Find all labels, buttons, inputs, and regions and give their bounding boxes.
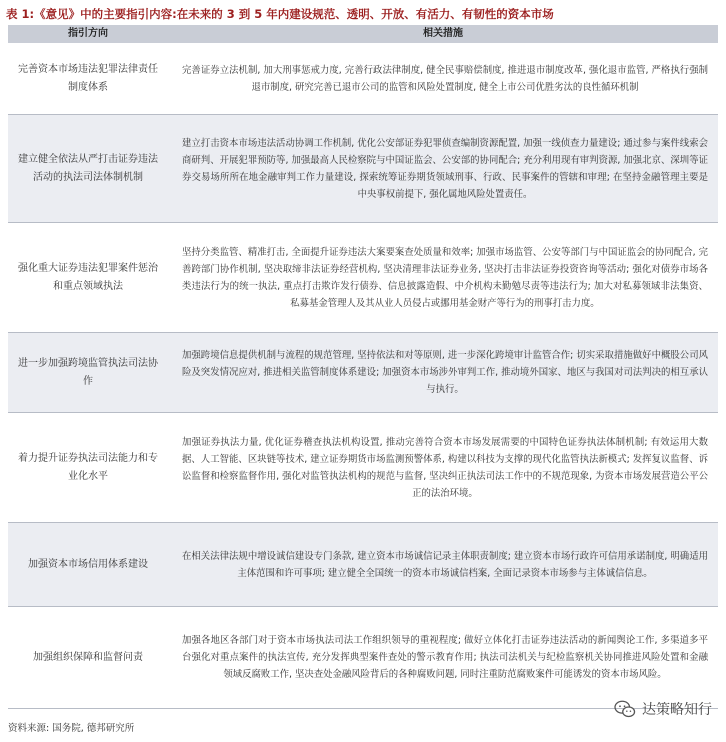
table-row (8, 115, 718, 223)
table-title: 表 1:《意见》中的主要指引内容:在未来的 3 到 5 年内建设规范、透明、开放、有活力、有韧性的资本市场 (6, 7, 554, 21)
header-measures: 相关措施 (423, 28, 463, 39)
header-direction: 指引方向 (68, 28, 108, 39)
table-row (8, 223, 718, 333)
table-row (8, 607, 718, 709)
measures-cell: 在相关法律法规中增设诚信建设专门条款, 建立资本市场诚信记录主体职责制度; 建立资本市场行政许可信用承诺制度, 明确适用主体范围和许可事项; 建立健全全国统一的资本市场诚信档案, 全面记录资本市场参与主体诚信信息。 (182, 550, 708, 579)
watermark-text: 达策略知行 (642, 702, 712, 718)
table-row (8, 43, 718, 115)
table-header (8, 25, 718, 43)
table-row (8, 333, 718, 413)
direction-cell: 强化重大证券违法犯罪案件惩治和重点领域执法 (18, 262, 158, 292)
table-body (8, 43, 718, 709)
measures-cell: 坚持分类监管、精准打击, 全面提升证券违法大案要案查处质量和效率; 加强市场监管、公安等部门与中国证监会的协同配合, 完善跨部门协作机制, 坚决取缔非法证券经营机构, 坚决清理非法证券业务, 坚决打击非法证券投资咨询等活动; 强化对债券市场各类违法行为的统一执法, 重点打击欺诈发行债券、信息披露造假、中介机构未勤勉尽责等违法行为; 加大对私募领域非法集资、私募基金管理人及其从业人员侵占或挪用基金财产等行为的刑事打击力度。 (182, 246, 708, 309)
direction-cell: 加强组织保障和监督问责 (33, 651, 143, 663)
table-row (8, 413, 718, 523)
measures-cell: 加强跨境信息提供机制与流程的规范管理, 坚持依法和对等原则, 进一步深化跨境审计监管合作; 切实采取措施做好中概股公司风险及突发情况应对, 推进相关监管制度体系建设; 加强资本市场涉外审判工作, 推动境外国家、地区与我国对司法判决的相互承认与执行。 (182, 350, 708, 395)
measures-cell: 建立打击资本市场违法活动协调工作机制, 优化公安部证券犯罪侦查编制资源配置, 加强一线侦查力量建设; 通过参与案件线索会商研判、开展犯罪预防等, 加强最高人民检察院与中国证监会、公安部的协同配合; 充分利用现有审判资源, 加强北京、深圳等证券交易场所所在地金融审判工作力量建设, 探索统筹证券期货领域刑事、行政、民事案件的管辖和审理; 在坚持金融管理主要是中央事权前提下, 强化属地风险处置责任。 (182, 137, 708, 200)
wechat-icon (614, 699, 636, 719)
table-row (8, 523, 718, 607)
direction-cell: 着力提升证券执法司法能力和专业化水平 (18, 452, 158, 482)
measures-cell: 加强证券执法力量, 优化证券稽查执法机构设置, 推动完善符合资本市场发展需要的中国特色证券执法体制机制; 有效运用大数据、人工智能、区块链等技术, 建立证券期货市场监测预警体系, 构建以科技为支撑的现代化监管执法新模式; 发挥复议监督、诉讼监督和检察监督作用, 强化对监管执法机构的规范与监督, 坚决纠正执法司法工作中的不规范现象, 为资本市场发展营造公平公正的法治环境。 (182, 436, 708, 499)
direction-cell: 完善资本市场违法犯罪法律责任制度体系 (18, 63, 158, 93)
direction-cell: 建立健全依法从严打击证券违法活动的执法司法体制机制 (18, 153, 158, 183)
measures-cell: 完善证券立法机制, 加大刑事惩戒力度, 完善行政法律制度, 健全民事赔偿制度, 推进退市制度改革, 强化退市监管, 严格执行强制退市制度, 研究完善已退市公司的监管和风险处置制度, 健全上市公司优胜劣汰的良性循环机制 (182, 64, 708, 93)
measures-cell: 加强各地区各部门对于资本市场执法司法工作组织领导的重视程度; 做好立体化打击证券违法活动的新闻舆论工作, 多渠道多平台强化对重点案件的执法宣传, 充分发挥典型案件查处的警示教育作用; 执法司法机关与纪检监察机关协同推进风险处置和金融领域反腐败工作, 坚决查处金融风险背后的各种腐败问题, 同时注重防范腐败案件可能诱发的资本市场风险。 (182, 635, 708, 680)
direction-cell: 加强资本市场信用体系建设 (28, 558, 148, 570)
direction-cell: 进一步加强跨境监管执法司法协作 (18, 357, 158, 387)
watermark (614, 699, 712, 719)
source-note: 资料来源: 国务院, 德邦研究所 (8, 723, 135, 734)
